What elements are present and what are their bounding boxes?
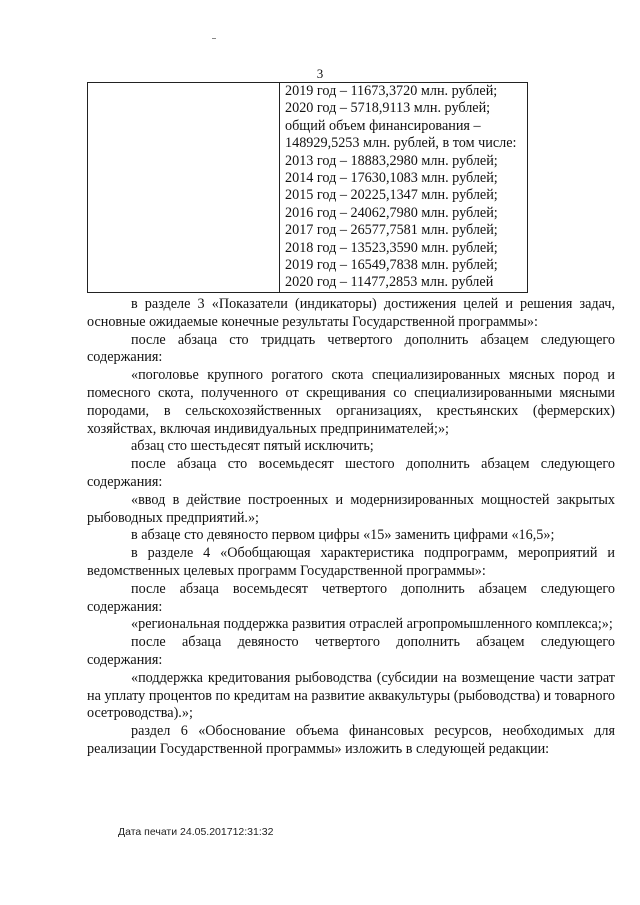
page-number: 3 <box>316 66 324 81</box>
financing-line: 2019 год – 11673,3720 млн. рублей; <box>285 83 498 99</box>
document-body <box>87 296 615 759</box>
financing-table-values-cell <box>280 83 527 292</box>
paragraph: раздел 6 «Обоснование объема финансовых ресурсов, необходимых для реализации Государственной программы» изложить в следующей редакции: <box>87 723 615 757</box>
financing-table <box>87 82 528 293</box>
financing-table-label-cell <box>88 83 280 292</box>
financing-line: 2020 год – 11477,2853 млн. рублей <box>285 274 494 291</box>
financing-line: 148929,5253 млн. рублей, в том числе: <box>285 135 517 152</box>
financing-line: общий объем финансирования – <box>285 117 481 134</box>
paragraph: после абзаца восемьдесят четвертого дополнить абзацем следующего содержания: <box>87 580 615 615</box>
paragraph: абзац сто шестьдесят пятый исключить; <box>131 438 374 455</box>
print-date: Дата печати 24.05.201712:31:32 <box>118 826 274 838</box>
paragraph: «региональная поддержка развития отраслей агропромышленного комплекса;»; <box>131 616 613 633</box>
paragraph: после абзаца сто восемьдесят шестого дополнить абзацем следующего содержания: <box>87 456 615 490</box>
financing-line: 2014 год – 17630,1083 млн. рублей; <box>285 170 498 187</box>
financing-line: 2018 год – 13523,3590 млн. рублей; <box>285 239 498 256</box>
financing-line: 2016 год – 24062,7980 млн. рублей; <box>285 204 498 221</box>
financing-line: 2017 год – 26577,7581 млн. рублей; <box>285 222 498 239</box>
paragraph: «поголовье крупного рогатого скота специализированных мясных пород и помесного скота, полученного от скрещивания со специализированными мясными породами, в сельскохозяйственных организациях, крестьянских (фермерских) хозяйствах, включая индивидуальных предпринимателей;»; <box>87 367 615 437</box>
paragraph: «ввод в действие построенных и модернизированных мощностей закрытых рыбоводных предприятий.»; <box>87 491 615 526</box>
paragraph: «поддержка кредитования рыбоводства (субсидии на возмещение части затрат на уплату процентов по кредитам на развитие аквакультуры (рыбоводства) и товарного осетроводства).»; <box>87 669 615 722</box>
paragraph: в разделе 3 «Показатели (индикаторы) достижения целей и решения задач, основные ожидаемые конечные результаты Государственной программы»: <box>87 296 615 330</box>
paragraph: в абзаце сто девяносто первом цифры «15» заменить цифрами «16,5»; <box>131 527 555 544</box>
paragraph: в разделе 4 «Обобщающая характеристика подпрограмм, мероприятий и ведомственных целевых программ Государственной программы»: <box>87 545 615 579</box>
financing-line: 2020 год – 5718,9113 млн. рублей; <box>285 100 491 117</box>
paragraph: после абзаца сто тридцать четвертого дополнить абзацем следующего содержания: <box>87 331 615 366</box>
financing-line: 2019 год – 16549,7838 млн. рублей; <box>285 257 498 274</box>
scan-mark <box>212 38 216 39</box>
paragraph: после абзаца девяносто четвертого дополнить абзацем следующего содержания: <box>87 634 615 668</box>
financing-line: 2015 год – 20225,1347 млн. рублей; <box>285 187 498 204</box>
financing-line: 2013 год – 18883,2980 млн. рублей; <box>285 152 498 169</box>
